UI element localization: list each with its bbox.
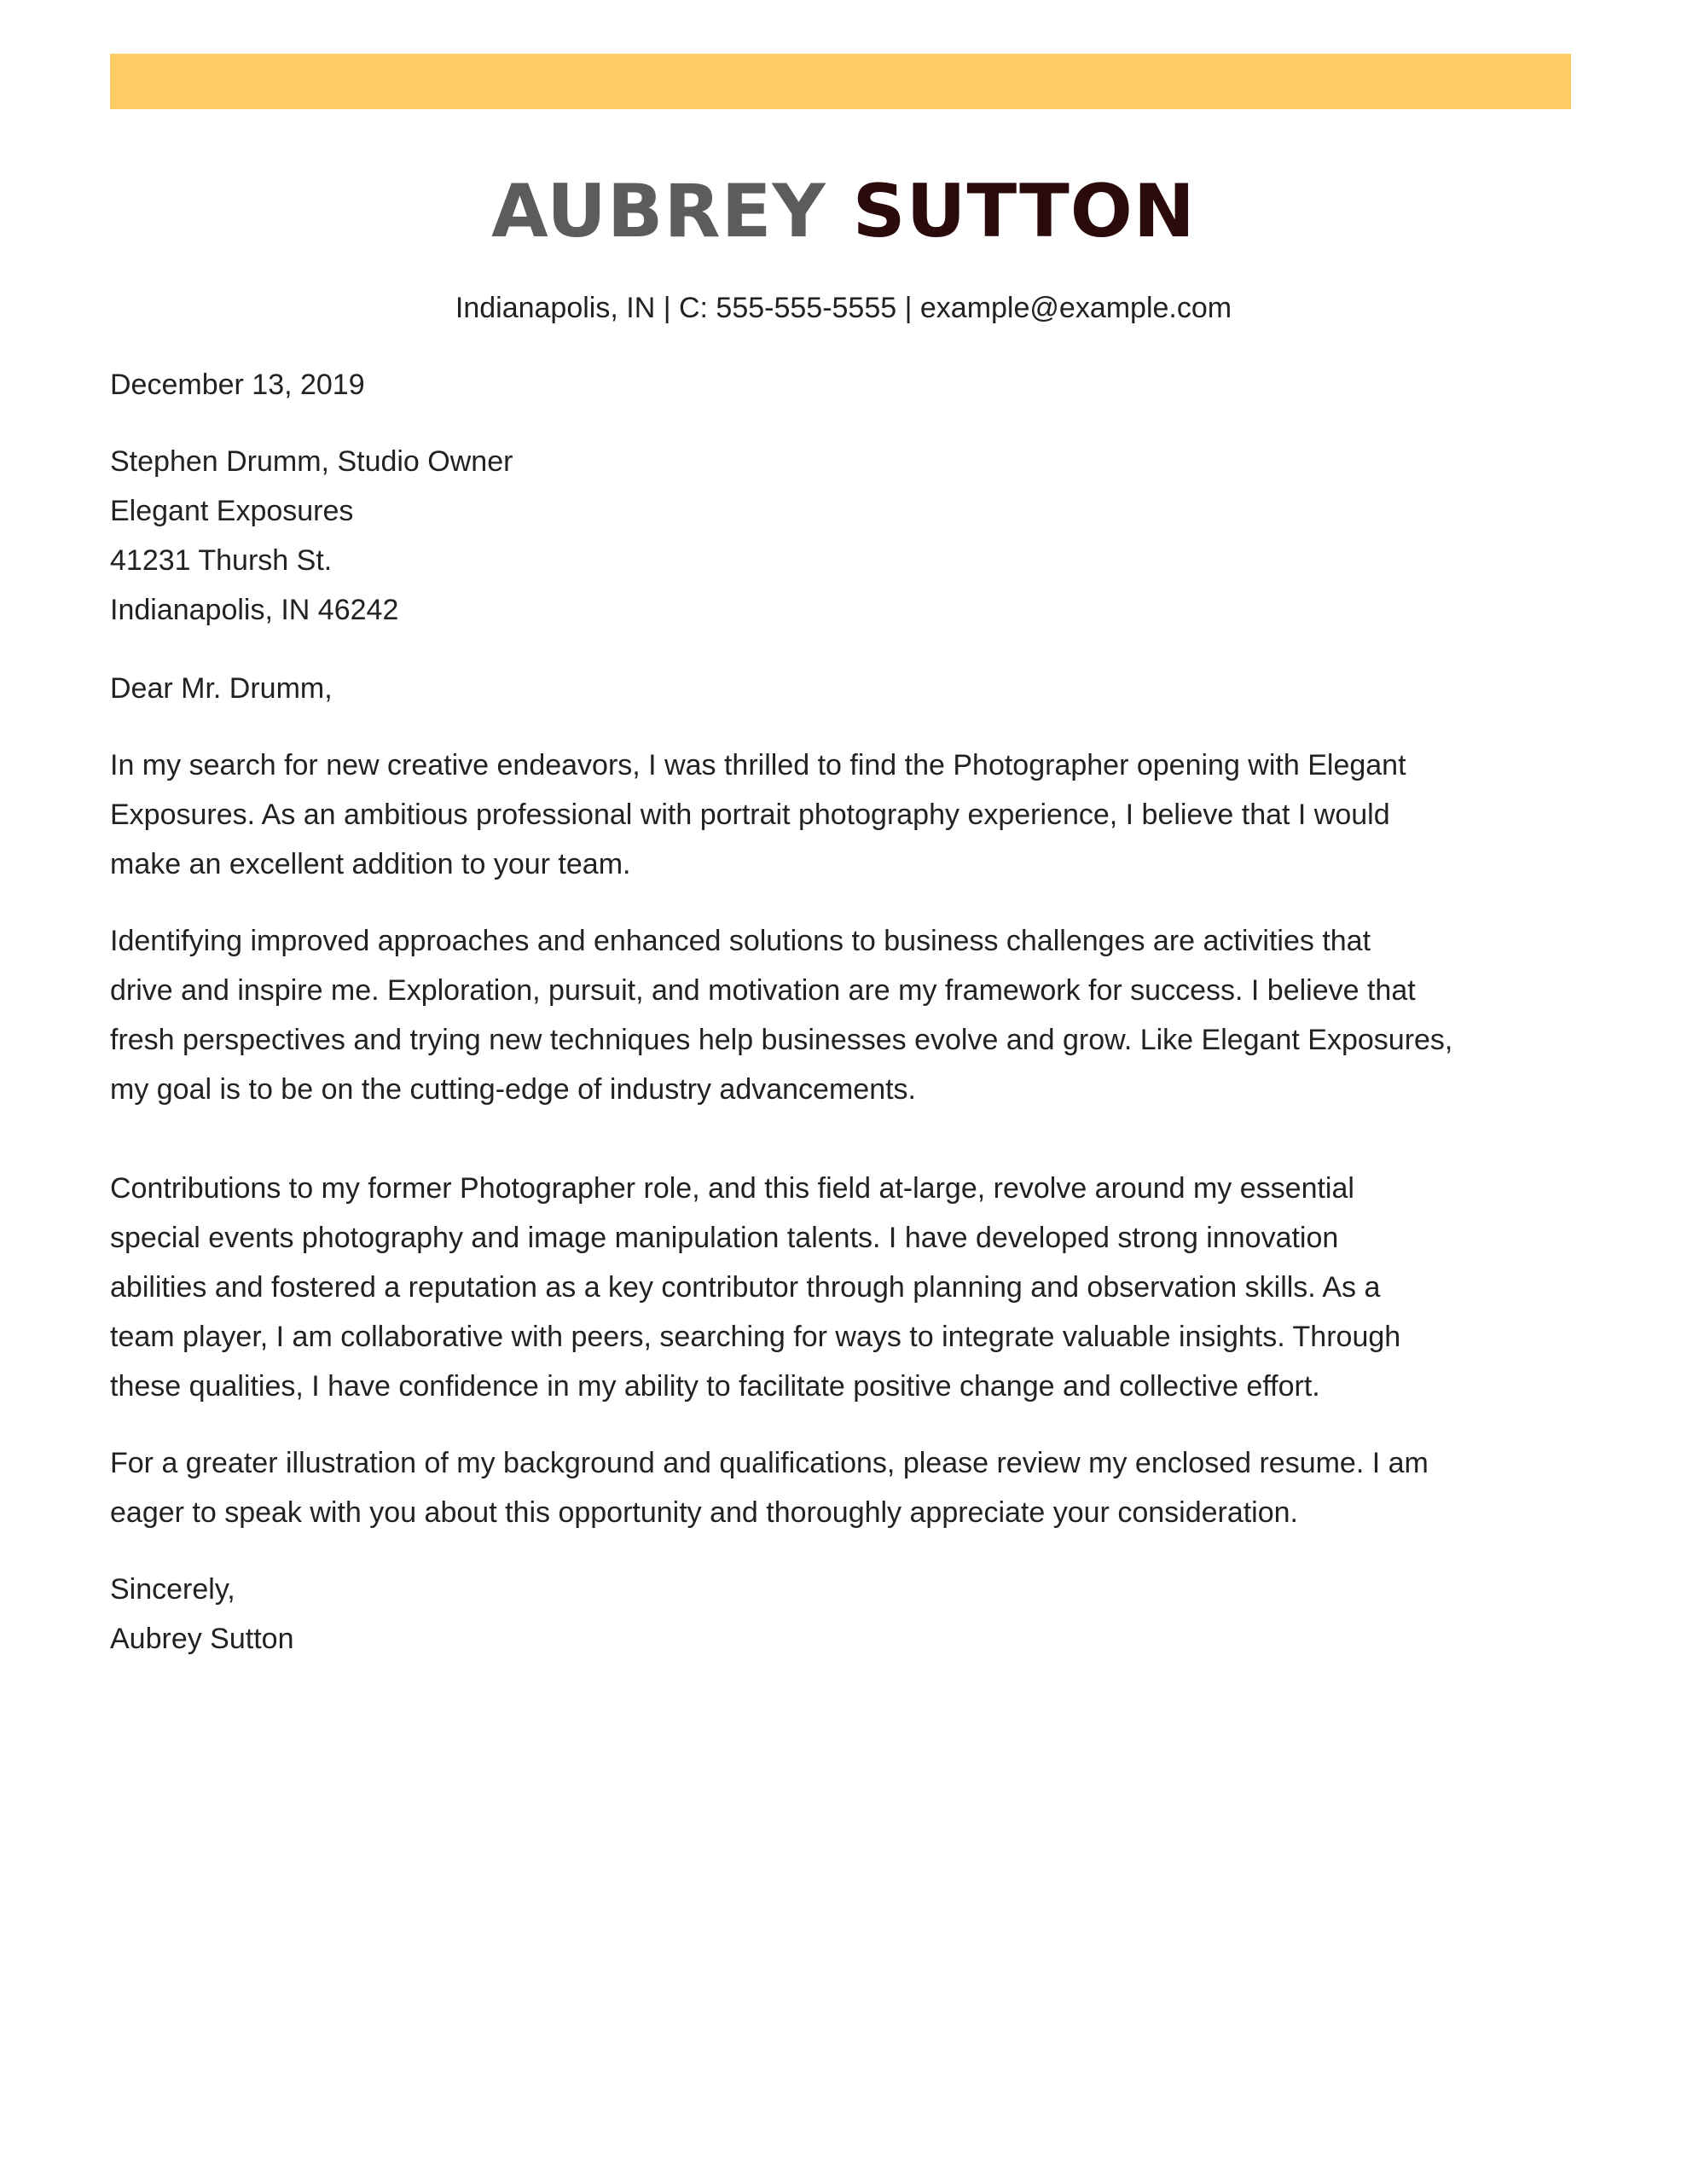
paragraph-2: [110, 916, 1571, 1114]
paragraph-line: Exposures. As an ambitious professional with portrait photography experience, I believe that I would: [110, 799, 1390, 831]
closing-block: [110, 1565, 1571, 1664]
recipient-line: Stephen Drumm, Studio Owner: [110, 445, 513, 478]
paragraph-line: special events photography and image manipulation talents. I have developed strong innovation: [110, 1222, 1339, 1254]
recipient-address: [110, 437, 1571, 635]
paragraph-4: [110, 1438, 1571, 1537]
date-text: December 13, 2019: [110, 369, 365, 401]
letter-date: [110, 360, 1571, 410]
last-name: SUTTON: [852, 169, 1196, 254]
salutation-text: Dear Mr. Drumm,: [110, 672, 333, 705]
recipient-line: Indianapolis, IN 46242: [110, 594, 399, 626]
recipient-line: Elegant Exposures: [110, 495, 354, 527]
paragraph-line: fresh perspectives and trying new techniques help businesses evolve and grow. Like Elegant Exposures,: [110, 1024, 1453, 1056]
paragraph-line: drive and inspire me. Exploration, pursuit, and motivation are my framework for success. I believe that: [110, 974, 1416, 1007]
paragraph-line: eager to speak with you about this opportunity and thoroughly appreciate your consideration.: [110, 1496, 1299, 1529]
paragraph-line: For a greater illustration of my background and qualifications, please review my enclosed resume. I am: [110, 1447, 1429, 1479]
paragraph-line: abilities and fostered a reputation as a key contributor through planning and observation skills. As a: [110, 1271, 1381, 1304]
first-name: AUBREY: [491, 169, 826, 254]
paragraph-line: make an excellent addition to your team.: [110, 848, 631, 880]
recipient-line: 41231 Thursh St.: [110, 544, 333, 577]
paragraph-3: [110, 1164, 1571, 1411]
header-accent-bar: [110, 54, 1571, 109]
paragraph-line: In my search for new creative endeavors, I was thrilled to find the Photographer opening with Elegant: [110, 749, 1406, 781]
contact-line: Indianapolis, IN | C: 555-555-5555 | example@example.com: [455, 292, 1232, 324]
paragraph-1: [110, 741, 1571, 889]
paragraph-line: my goal is to be on the cutting-edge of industry advancements.: [110, 1073, 916, 1106]
paragraph-line: Contributions to my former Photographer role, and this field at-large, revolve around my essential: [110, 1172, 1354, 1205]
paragraph-line: team player, I am collaborative with peers, searching for ways to integrate valuable insights. Through: [110, 1321, 1401, 1353]
applicant-name: [0, 160, 1687, 263]
closing-text: Sincerely,: [110, 1573, 235, 1606]
paragraph-line: these qualities, I have confidence in my ability to facilitate positive change and collective effort.: [110, 1370, 1320, 1403]
signature-name: Aubrey Sutton: [110, 1623, 294, 1655]
paragraph-line: Identifying improved approaches and enhanced solutions to business challenges are activities that: [110, 925, 1371, 957]
salutation: [110, 664, 1571, 713]
